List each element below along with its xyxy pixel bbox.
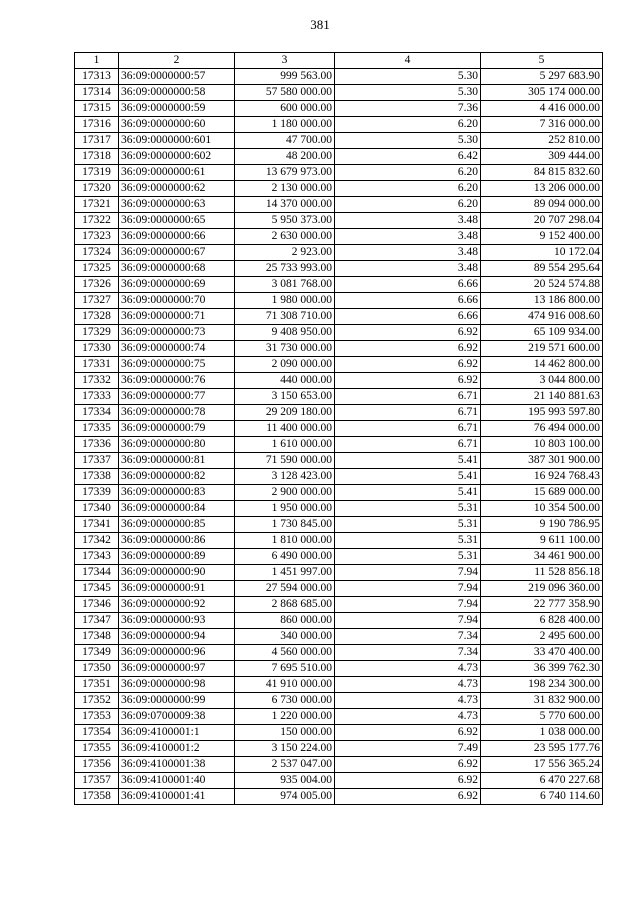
cadastral-number: 36:09:0000000:602	[119, 149, 235, 165]
rate-value: 5.41	[335, 485, 481, 501]
row-number: 17358	[75, 789, 119, 805]
total-value: 309 444.00	[481, 149, 603, 165]
cadastral-number: 36:09:4100001:41	[119, 789, 235, 805]
total-value: 13 186 800.00	[481, 293, 603, 309]
cadastral-number: 36:09:0000000:70	[119, 293, 235, 309]
total-value: 252 810.00	[481, 133, 603, 149]
cadastral-number: 36:09:4100001:38	[119, 757, 235, 773]
area-value: 9 408 950.00	[235, 325, 335, 341]
total-value: 387 301 900.00	[481, 453, 603, 469]
rate-value: 6.92	[335, 773, 481, 789]
total-value: 89 094 000.00	[481, 197, 603, 213]
total-value: 6 740 114.60	[481, 789, 603, 805]
area-value: 600 000.00	[235, 101, 335, 117]
row-number: 17348	[75, 629, 119, 645]
area-value: 2 900 000.00	[235, 485, 335, 501]
row-number: 17339	[75, 485, 119, 501]
total-value: 7 316 000.00	[481, 117, 603, 133]
table-row	[75, 581, 603, 597]
rate-value: 7.94	[335, 581, 481, 597]
total-value: 4 416 000.00	[481, 101, 603, 117]
area-value: 2 630 000.00	[235, 229, 335, 245]
table-row	[75, 453, 603, 469]
cadastral-number: 36:09:0000000:62	[119, 181, 235, 197]
table-row	[75, 613, 603, 629]
cadastral-number: 36:09:4100001:2	[119, 741, 235, 757]
total-value: 305 174 000.00	[481, 85, 603, 101]
area-value: 27 594 000.00	[235, 581, 335, 597]
area-value: 14 370 000.00	[235, 197, 335, 213]
area-value: 13 679 973.00	[235, 165, 335, 181]
total-value: 9 152 400.00	[481, 229, 603, 245]
total-value: 219 096 360.00	[481, 581, 603, 597]
total-value: 6 828 400.00	[481, 613, 603, 629]
area-value: 6 490 000.00	[235, 549, 335, 565]
table-row	[75, 373, 603, 389]
table-row	[75, 229, 603, 245]
table-row	[75, 629, 603, 645]
total-value: 2 495 600.00	[481, 629, 603, 645]
cadastral-number: 36:09:0000000:60	[119, 117, 235, 133]
table-row	[75, 549, 603, 565]
table-row	[75, 485, 603, 501]
area-value: 2 923.00	[235, 245, 335, 261]
area-value: 47 700.00	[235, 133, 335, 149]
rate-value: 5.41	[335, 453, 481, 469]
table-row	[75, 597, 603, 613]
row-number: 17338	[75, 469, 119, 485]
area-value: 860 000.00	[235, 613, 335, 629]
rate-value: 7.49	[335, 741, 481, 757]
total-value: 13 206 000.00	[481, 181, 603, 197]
cadastral-number: 36:09:0000000:58	[119, 85, 235, 101]
rate-value: 6.20	[335, 117, 481, 133]
row-number: 17330	[75, 341, 119, 357]
area-value: 48 200.00	[235, 149, 335, 165]
page-number: 381	[310, 17, 330, 32]
area-value: 57 580 000.00	[235, 85, 335, 101]
table-row	[75, 277, 603, 293]
table-row	[75, 421, 603, 437]
table-row	[75, 741, 603, 757]
area-value: 1 220 000.00	[235, 709, 335, 725]
total-value: 198 234 300.00	[481, 677, 603, 693]
area-value: 3 081 768.00	[235, 277, 335, 293]
rate-value: 5.31	[335, 549, 481, 565]
area-value: 5 950 373.00	[235, 213, 335, 229]
area-value: 1 451 997.00	[235, 565, 335, 581]
row-number: 17341	[75, 517, 119, 533]
total-value: 76 494 000.00	[481, 421, 603, 437]
rate-value: 6.92	[335, 357, 481, 373]
area-value: 11 400 000.00	[235, 421, 335, 437]
total-value: 6 470 227.68	[481, 773, 603, 789]
rate-value: 6.20	[335, 181, 481, 197]
total-value: 84 815 832.60	[481, 165, 603, 181]
total-value: 17 556 365.24	[481, 757, 603, 773]
table-row	[75, 149, 603, 165]
row-number: 17325	[75, 261, 119, 277]
total-value: 5 297 683.90	[481, 69, 603, 85]
rate-value: 4.73	[335, 677, 481, 693]
row-number: 17315	[75, 101, 119, 117]
rate-value: 7.94	[335, 597, 481, 613]
row-number: 17351	[75, 677, 119, 693]
area-value: 1 180 000.00	[235, 117, 335, 133]
row-number: 17354	[75, 725, 119, 741]
cadastral-number: 36:09:0000000:94	[119, 629, 235, 645]
area-value: 29 209 180.00	[235, 405, 335, 421]
cadastral-number: 36:09:4100001:40	[119, 773, 235, 789]
row-number: 17333	[75, 389, 119, 405]
row-number: 17336	[75, 437, 119, 453]
total-value: 10 354 500.00	[481, 501, 603, 517]
cadastral-number: 36:09:0000000:84	[119, 501, 235, 517]
row-number: 17337	[75, 453, 119, 469]
cadastral-number: 36:09:0000000:97	[119, 661, 235, 677]
total-value: 23 595 177.76	[481, 741, 603, 757]
area-value: 25 733 993.00	[235, 261, 335, 277]
cadastral-number: 36:09:0000000:61	[119, 165, 235, 181]
row-number: 17331	[75, 357, 119, 373]
rate-value: 6.92	[335, 789, 481, 805]
cadastral-number: 36:09:0000000:80	[119, 437, 235, 453]
rate-value: 6.20	[335, 197, 481, 213]
total-value: 31 832 900.00	[481, 693, 603, 709]
data-table	[74, 52, 603, 805]
table-row	[75, 197, 603, 213]
area-value: 71 590 000.00	[235, 453, 335, 469]
table-row	[75, 261, 603, 277]
rate-value: 7.34	[335, 629, 481, 645]
cadastral-number: 36:09:0000000:71	[119, 309, 235, 325]
total-value: 14 462 800.00	[481, 357, 603, 373]
total-value: 20 524 574.88	[481, 277, 603, 293]
table-row	[75, 501, 603, 517]
cadastral-number: 36:09:0000000:93	[119, 613, 235, 629]
table-row	[75, 533, 603, 549]
area-value: 3 150 224.00	[235, 741, 335, 757]
area-value: 3 150 653.00	[235, 389, 335, 405]
cadastral-number: 36:09:0000000:76	[119, 373, 235, 389]
table-row	[75, 789, 603, 805]
rate-value: 5.41	[335, 469, 481, 485]
rate-value: 5.30	[335, 69, 481, 85]
table-row	[75, 661, 603, 677]
total-value: 9 190 786.95	[481, 517, 603, 533]
total-value: 3 044 800.00	[481, 373, 603, 389]
row-number: 17314	[75, 85, 119, 101]
total-value: 89 554 295.64	[481, 261, 603, 277]
total-value: 11 528 856.18	[481, 565, 603, 581]
rate-value: 5.31	[335, 517, 481, 533]
cadastral-number: 36:09:0000000:59	[119, 101, 235, 117]
cadastral-number: 36:09:0000000:92	[119, 597, 235, 613]
rate-value: 6.20	[335, 165, 481, 181]
total-value: 10 172.04	[481, 245, 603, 261]
area-value: 6 730 000.00	[235, 693, 335, 709]
cadastral-number: 36:09:0000000:98	[119, 677, 235, 693]
table-row	[75, 181, 603, 197]
row-number: 17323	[75, 229, 119, 245]
column-header-5: 5	[481, 53, 603, 69]
cadastral-number: 36:09:0000000:66	[119, 229, 235, 245]
row-number: 17324	[75, 245, 119, 261]
rate-value: 5.30	[335, 133, 481, 149]
table-row	[75, 709, 603, 725]
row-number: 17345	[75, 581, 119, 597]
total-value: 474 916 008.60	[481, 309, 603, 325]
total-value: 34 461 900.00	[481, 549, 603, 565]
cadastral-number: 36:09:0000000:82	[119, 469, 235, 485]
cadastral-number: 36:09:0000000:601	[119, 133, 235, 149]
rate-value: 6.71	[335, 437, 481, 453]
table-row	[75, 341, 603, 357]
cadastral-number: 36:09:0000000:67	[119, 245, 235, 261]
total-value: 5 770 600.00	[481, 709, 603, 725]
row-number: 17329	[75, 325, 119, 341]
area-value: 31 730 000.00	[235, 341, 335, 357]
row-number: 17321	[75, 197, 119, 213]
total-value: 22 777 358.90	[481, 597, 603, 613]
table-row	[75, 213, 603, 229]
table-row	[75, 757, 603, 773]
area-value: 440 000.00	[235, 373, 335, 389]
cadastral-number: 36:09:0000000:91	[119, 581, 235, 597]
rate-value: 4.73	[335, 709, 481, 725]
area-value: 1 810 000.00	[235, 533, 335, 549]
rate-value: 3.48	[335, 213, 481, 229]
area-value: 2 537 047.00	[235, 757, 335, 773]
rate-value: 6.92	[335, 325, 481, 341]
row-number: 17353	[75, 709, 119, 725]
row-number: 17326	[75, 277, 119, 293]
table-row	[75, 437, 603, 453]
table-row	[75, 293, 603, 309]
table-row	[75, 469, 603, 485]
area-value: 1 980 000.00	[235, 293, 335, 309]
row-number: 17340	[75, 501, 119, 517]
column-header-3: 3	[235, 53, 335, 69]
rate-value: 6.92	[335, 373, 481, 389]
table-row	[75, 645, 603, 661]
row-number: 17313	[75, 69, 119, 85]
rate-value: 6.92	[335, 341, 481, 357]
rate-value: 3.48	[335, 229, 481, 245]
total-value: 10 803 100.00	[481, 437, 603, 453]
table-row	[75, 101, 603, 117]
area-value: 2 090 000.00	[235, 357, 335, 373]
table-row	[75, 309, 603, 325]
cadastral-number: 36:09:0000000:74	[119, 341, 235, 357]
table-row	[75, 357, 603, 373]
area-value: 340 000.00	[235, 629, 335, 645]
cadastral-number: 36:09:0000000:86	[119, 533, 235, 549]
total-value: 15 689 000.00	[481, 485, 603, 501]
cadastral-number: 36:09:0000000:78	[119, 405, 235, 421]
area-value: 2 868 685.00	[235, 597, 335, 613]
rate-value: 7.36	[335, 101, 481, 117]
cadastral-number: 36:09:0000000:89	[119, 549, 235, 565]
rate-value: 6.66	[335, 277, 481, 293]
cadastral-number: 36:09:0000000:77	[119, 389, 235, 405]
total-value: 20 707 298.04	[481, 213, 603, 229]
row-number: 17349	[75, 645, 119, 661]
row-number: 17316	[75, 117, 119, 133]
cadastral-number: 36:09:0000000:83	[119, 485, 235, 501]
area-value: 150 000.00	[235, 725, 335, 741]
row-number: 17335	[75, 421, 119, 437]
row-number: 17322	[75, 213, 119, 229]
row-number: 17346	[75, 597, 119, 613]
row-number: 17355	[75, 741, 119, 757]
row-number: 17317	[75, 133, 119, 149]
cadastral-number: 36:09:0000000:65	[119, 213, 235, 229]
total-value: 16 924 768.43	[481, 469, 603, 485]
rate-value: 3.48	[335, 245, 481, 261]
total-value: 9 611 100.00	[481, 533, 603, 549]
table-row	[75, 85, 603, 101]
rate-value: 6.71	[335, 389, 481, 405]
rate-value: 6.66	[335, 309, 481, 325]
rate-value: 6.42	[335, 149, 481, 165]
rate-value: 6.66	[335, 293, 481, 309]
area-value: 71 308 710.00	[235, 309, 335, 325]
row-number: 17332	[75, 373, 119, 389]
row-number: 17334	[75, 405, 119, 421]
cadastral-number: 36:09:0000000:96	[119, 645, 235, 661]
table-row	[75, 325, 603, 341]
rate-value: 3.48	[335, 261, 481, 277]
table-row	[75, 245, 603, 261]
rate-value: 6.71	[335, 421, 481, 437]
area-value: 4 560 000.00	[235, 645, 335, 661]
cadastral-number: 36:09:0000000:75	[119, 357, 235, 373]
cadastral-number: 36:09:0000000:79	[119, 421, 235, 437]
area-value: 1 950 000.00	[235, 501, 335, 517]
rate-value: 7.94	[335, 565, 481, 581]
total-value: 1 038 000.00	[481, 725, 603, 741]
table-row	[75, 725, 603, 741]
row-number: 17350	[75, 661, 119, 677]
table-row	[75, 69, 603, 85]
table-row	[75, 677, 603, 693]
table-row	[75, 117, 603, 133]
header-row	[75, 53, 603, 69]
area-value: 974 005.00	[235, 789, 335, 805]
area-value: 3 128 423.00	[235, 469, 335, 485]
cadastral-number: 36:09:0000000:68	[119, 261, 235, 277]
rate-value: 4.73	[335, 661, 481, 677]
row-number: 17320	[75, 181, 119, 197]
area-value: 999 563.00	[235, 69, 335, 85]
column-header-2: 2	[119, 53, 235, 69]
area-value: 41 910 000.00	[235, 677, 335, 693]
rate-value: 6.92	[335, 757, 481, 773]
cadastral-number: 36:09:0000000:57	[119, 69, 235, 85]
table-row	[75, 389, 603, 405]
row-number: 17352	[75, 693, 119, 709]
table-body	[75, 69, 603, 805]
total-value: 65 109 934.00	[481, 325, 603, 341]
total-value: 195 993 597.80	[481, 405, 603, 421]
area-value: 2 130 000.00	[235, 181, 335, 197]
row-number: 17327	[75, 293, 119, 309]
row-number: 17319	[75, 165, 119, 181]
cadastral-number: 36:09:0000000:73	[119, 325, 235, 341]
row-number: 17344	[75, 565, 119, 581]
table-row	[75, 165, 603, 181]
rate-value: 7.94	[335, 613, 481, 629]
total-value: 21 140 881.63	[481, 389, 603, 405]
cadastral-number: 36:09:0000000:81	[119, 453, 235, 469]
area-value: 935 004.00	[235, 773, 335, 789]
row-number: 17328	[75, 309, 119, 325]
row-number: 17343	[75, 549, 119, 565]
cadastral-number: 36:09:0000000:85	[119, 517, 235, 533]
rate-value: 7.34	[335, 645, 481, 661]
total-value: 36 399 762.30	[481, 661, 603, 677]
area-value: 1 610 000.00	[235, 437, 335, 453]
cadastral-number: 36:09:0700009:38	[119, 709, 235, 725]
table-row	[75, 517, 603, 533]
table-row	[75, 565, 603, 581]
column-header-1: 1	[75, 53, 119, 69]
table-row	[75, 133, 603, 149]
rate-value: 6.71	[335, 405, 481, 421]
cadastral-number: 36:09:4100001:1	[119, 725, 235, 741]
cadastral-number: 36:09:0000000:90	[119, 565, 235, 581]
table-row	[75, 693, 603, 709]
total-value: 219 571 600.00	[481, 341, 603, 357]
rate-value: 6.92	[335, 725, 481, 741]
row-number: 17318	[75, 149, 119, 165]
row-number: 17356	[75, 757, 119, 773]
area-value: 7 695 510.00	[235, 661, 335, 677]
column-header-4: 4	[335, 53, 481, 69]
rate-value: 5.30	[335, 85, 481, 101]
table-row	[75, 405, 603, 421]
table-row	[75, 773, 603, 789]
cadastral-number: 36:09:0000000:99	[119, 693, 235, 709]
rate-value: 5.31	[335, 501, 481, 517]
row-number: 17342	[75, 533, 119, 549]
row-number: 17347	[75, 613, 119, 629]
cadastral-number: 36:09:0000000:69	[119, 277, 235, 293]
rate-value: 5.31	[335, 533, 481, 549]
area-value: 1 730 845.00	[235, 517, 335, 533]
row-number: 17357	[75, 773, 119, 789]
rate-value: 4.73	[335, 693, 481, 709]
cadastral-number: 36:09:0000000:63	[119, 197, 235, 213]
total-value: 33 470 400.00	[481, 645, 603, 661]
